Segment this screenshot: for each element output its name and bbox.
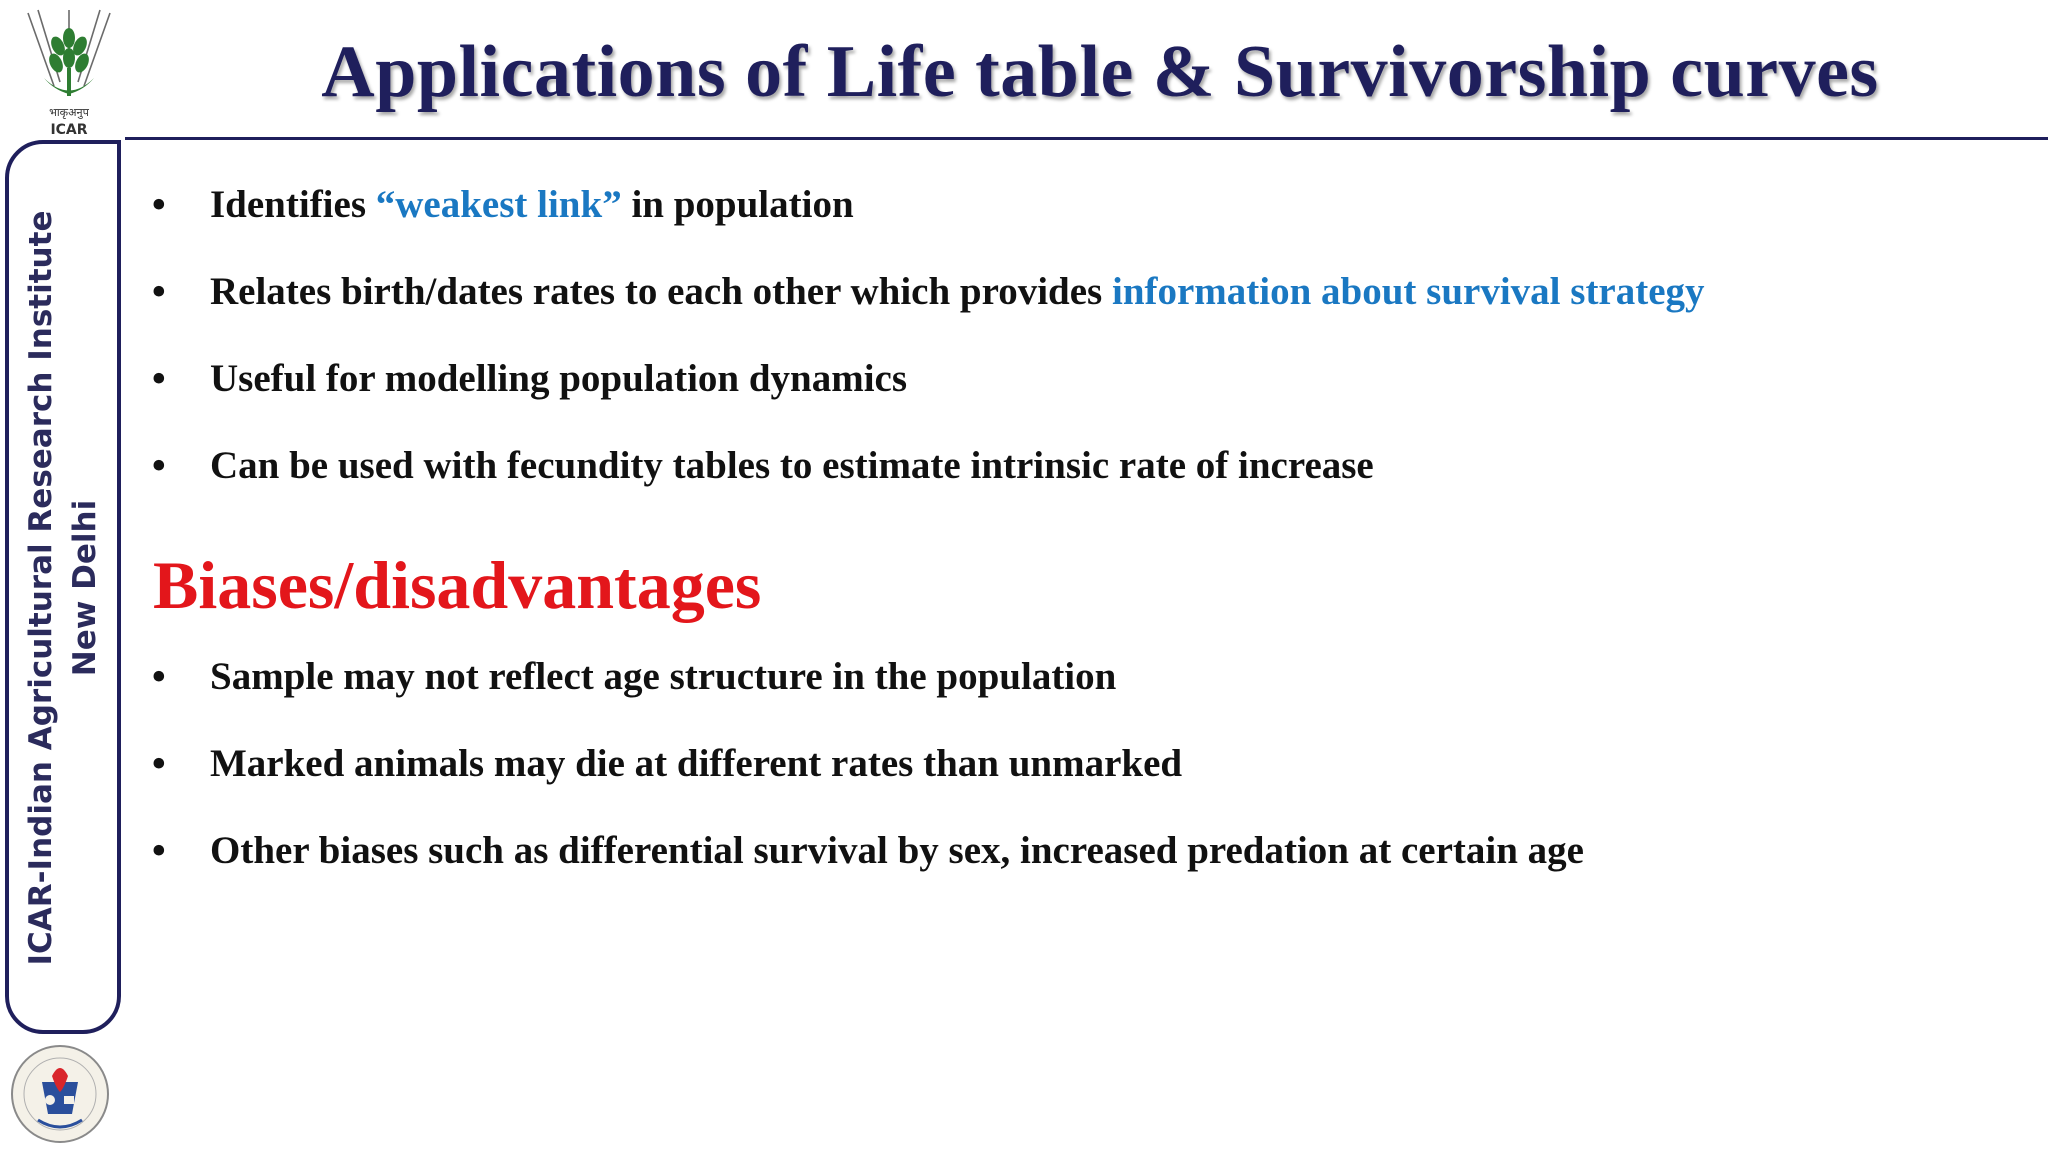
institute-city: New Delhi bbox=[67, 499, 103, 677]
bullet-text: Can be used with fecundity tables to estimate intrinsic rate of increase bbox=[210, 444, 1374, 487]
list-item bbox=[150, 354, 2030, 441]
bullet-text-tail: in population bbox=[621, 183, 854, 226]
bullet-highlight: information about survival strategy bbox=[1111, 270, 1705, 313]
slide-content bbox=[150, 180, 2030, 913]
iari-emblem bbox=[8, 1042, 112, 1146]
logo-hindi-text: भाकृअनुप bbox=[49, 106, 89, 119]
institute-name: ICAR-Indian Agricultural Research Institute bbox=[23, 210, 59, 966]
bullet-text: Identifies bbox=[210, 183, 376, 226]
list-item bbox=[150, 180, 2030, 267]
page-title: Applications of Life table & Survivorship curves bbox=[321, 31, 1879, 113]
icar-logo bbox=[14, 8, 124, 140]
bullet-text: Useful for modelling population dynamics bbox=[210, 357, 908, 400]
institute-name-vertical bbox=[19, 211, 107, 966]
emblem-icon bbox=[8, 1042, 112, 1146]
list-item bbox=[150, 267, 2030, 354]
list-item: • Other biases such as differential survival by sex, increased predation at certain age bbox=[150, 826, 2030, 913]
bullet-text: Relates birth/dates rates to each other which provides bbox=[210, 270, 1112, 313]
list-item bbox=[150, 441, 2030, 528]
logo-label-text: ICAR bbox=[50, 122, 88, 138]
list-item: • Marked animals may die at different rates than unmarked bbox=[150, 739, 2030, 826]
bullet-highlight: “weakest link” bbox=[375, 183, 622, 226]
wheat-logo-icon bbox=[14, 8, 124, 140]
header-divider bbox=[125, 137, 2048, 140]
list-item: • Sample may not reflect age structure in the population bbox=[150, 652, 2030, 739]
section-heading: Biases/disadvantages bbox=[153, 547, 762, 623]
